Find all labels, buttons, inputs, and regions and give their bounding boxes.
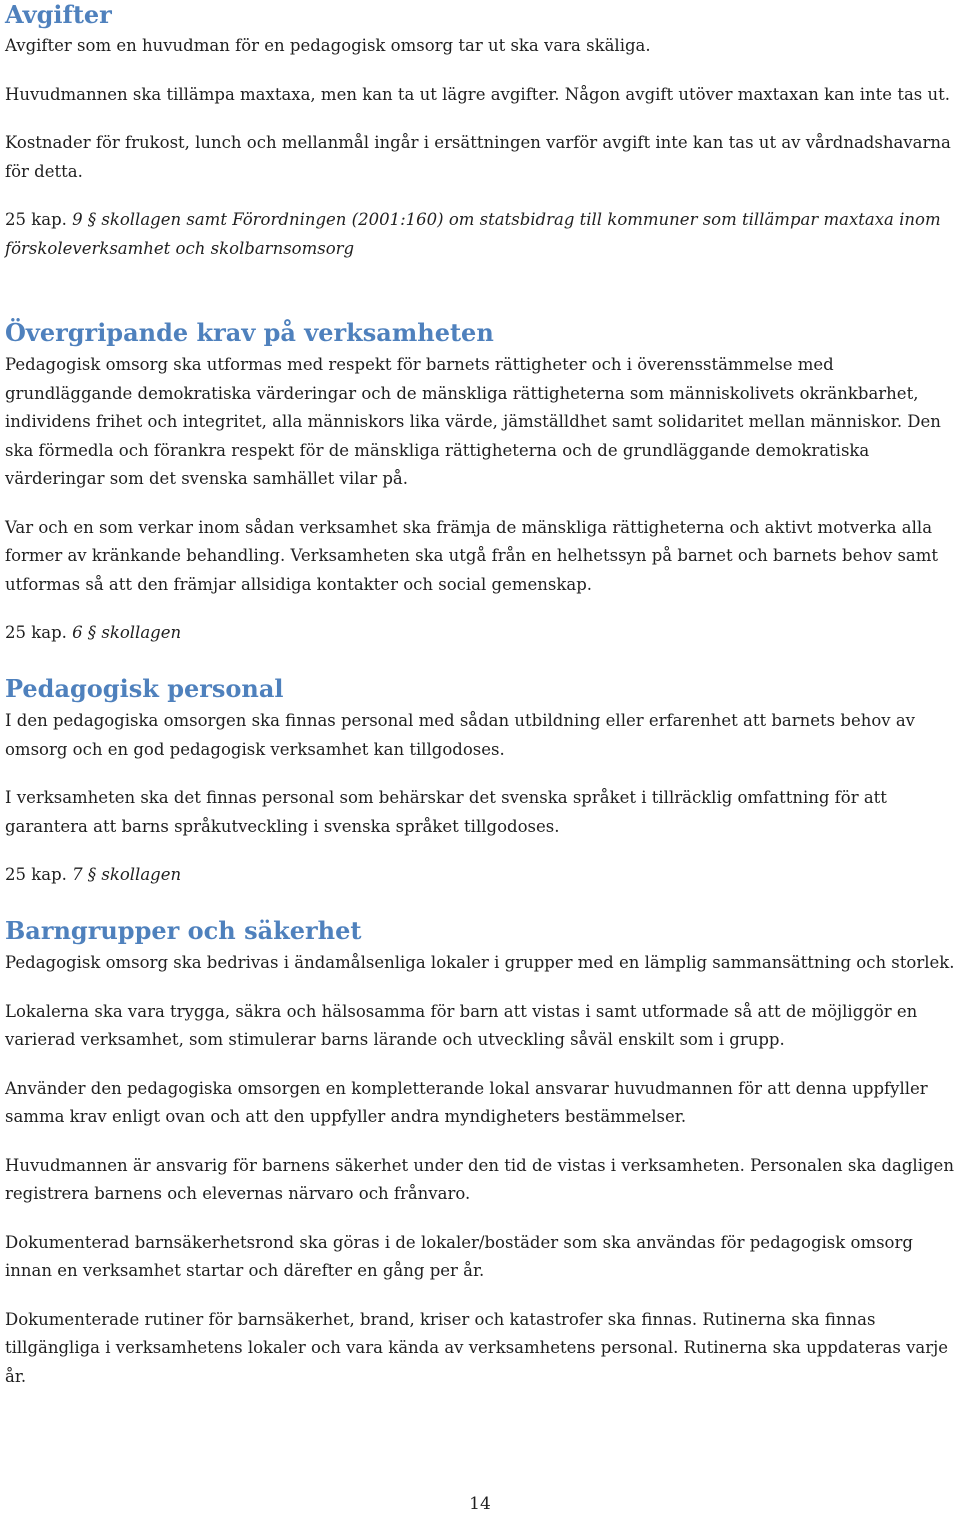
legal-reference	[5, 206, 957, 263]
heading-overgripande-krav: Övergripande krav på verksamheten	[5, 318, 494, 347]
paragraph: Kostnader för frukost, lunch och mellanmål ingår i ersättningen varför avgift inte kan tas ut av vårdnadshavarna för detta.	[5, 133, 951, 181]
paragraph: I verksamheten ska det finnas personal som behärskar det svenska språket i tillräcklig omfattning för att garantera att barns språkutveckling i svenska språket tillgodoses.	[5, 788, 887, 836]
reference-prefix: 25 kap.	[5, 623, 67, 642]
reference-prefix: 25 kap.	[5, 865, 67, 884]
section-avgifter	[5, 0, 957, 263]
reference-text: 7 § skollagen	[66, 865, 182, 884]
section-pedagogisk-personal	[5, 674, 957, 890]
section-overgripande-krav	[5, 318, 957, 648]
page-number: 14	[469, 1494, 491, 1514]
heading-avgifter: Avgifter	[5, 0, 112, 29]
paragraph: Dokumenterade rutiner för barnsäkerhet, brand, kriser och katastrofer ska finnas. Rutinerna ska finnas tillgängliga i verksamhetens lokaler och vara kända av verksamhetens personal. Rutinerna ska uppdateras varje år.	[5, 1309, 949, 1386]
reference-prefix: 25 kap.	[5, 210, 67, 229]
reference-text: 9 § skollagen samt Förordningen (2001:160) om statsbidrag till kommuner som tillämpar maxtaxa inom förskoleverksamhet och skolbarnsomsorg	[5, 210, 941, 258]
section-barngrupper-sakerhet	[5, 916, 957, 1391]
paragraph: Dokumenterad barnsäkerhetsrond ska göras i de lokaler/bostäder som ska användas för pedagogisk omsorg innan en verksamhet startar och därefter en gång per år.	[5, 1232, 913, 1280]
legal-reference	[5, 861, 957, 890]
paragraph: Använder den pedagogiska omsorgen en kompletterande lokal ansvarar huvudmannen för att denna uppfyller samma krav enligt ovan och att den uppfyller andra myndigheters bestämmelser.	[5, 1078, 928, 1126]
heading-pedagogisk-personal: Pedagogisk personal	[5, 674, 284, 703]
paragraph: Huvudmannen ska tillämpa maxtaxa, men kan ta ut lägre avgifter. Någon avgift utöver maxtaxan kan inte tas ut.	[5, 84, 951, 104]
paragraph: Lokalerna ska vara trygga, säkra och hälsosamma för barn att vistas i samt utformade så att de möjliggör en varierad verksamhet, som stimulerar barns lärande och utveckling såväl enskilt som i grupp.	[5, 1001, 918, 1049]
paragraph: Pedagogisk omsorg ska utformas med respekt för barnets rättigheter och i överensstämmelse med grundläggande demokratiska värderingar och de mänskliga rättigheterna som människolivets okränkbarhet, individens frihet och integritet, alla människors lika värde, jämställdhet samt solidaritet mellan människor. Den ska förmedla och förankra respekt för de mänskliga rättigheterna och de grundläggande demokratiska värderingar som det svenska samhället vilar på.	[5, 355, 941, 488]
paragraph: Pedagogisk omsorg ska bedrivas i ändamålsenliga lokaler i grupper med en lämplig sammansättning och storlek.	[5, 953, 955, 972]
reference-text: 6 § skollagen	[66, 623, 182, 642]
paragraph: I den pedagogiska omsorgen ska finnas personal med sådan utbildning eller erfarenhet att barnets behov av omsorg och en god pedagogisk verksamhet kan tillgodoses.	[5, 711, 915, 759]
paragraph: Huvudmannen är ansvarig för barnens säkerhet under den tid de vistas i verksamheten. Personalen ska dagligen registrera barnens och elevernas närvaro och frånvaro.	[5, 1155, 954, 1203]
heading-barngrupper-sakerhet: Barngrupper och säkerhet	[5, 916, 362, 945]
paragraph: Avgifter som en huvudman för en pedagogisk omsorg tar ut ska vara skäliga.	[5, 36, 651, 55]
paragraph: Var och en som verkar inom sådan verksamhet ska främja de mänskliga rättigheterna och aktivt motverka alla former av kränkande behandling. Verksamheten ska utgå från en helhetssyn på barnet och barnets behov samt utformas så att den främjar allsidiga kontakter och social gemenskap.	[5, 517, 939, 594]
legal-reference	[5, 619, 957, 648]
